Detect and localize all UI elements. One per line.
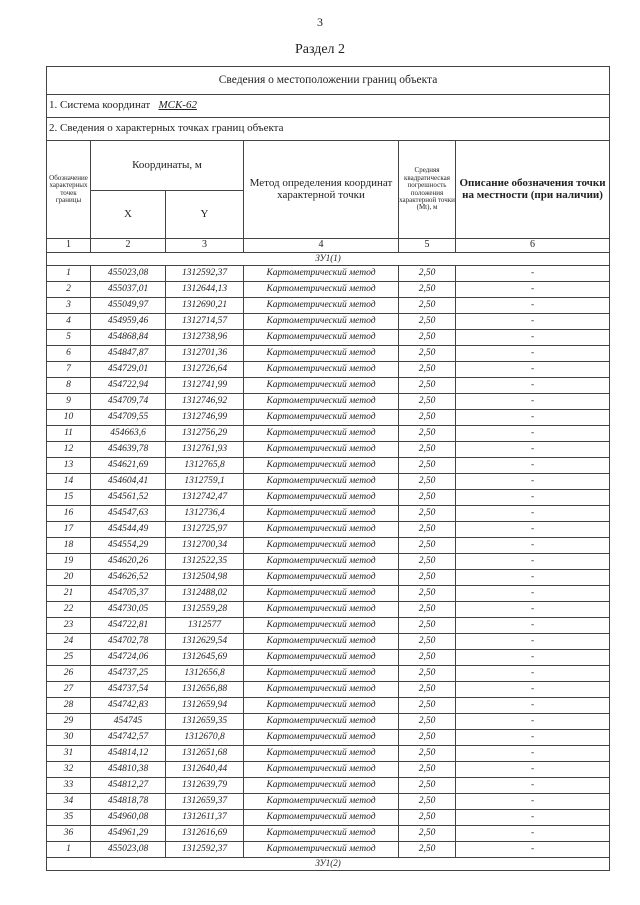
y-coordinate: 1312714,57 — [166, 314, 244, 330]
zone-label: ЗУ1(1) — [47, 253, 610, 266]
x-coordinate: 454814,12 — [91, 746, 166, 762]
method-cell: Картометрический метод — [244, 762, 399, 778]
x-coordinate: 454705,37 — [91, 586, 166, 602]
x-coordinate: 454737,54 — [91, 682, 166, 698]
method-cell: Картометрический метод — [244, 426, 399, 442]
x-coordinate: 454961,29 — [91, 826, 166, 842]
point-number: 16 — [47, 506, 91, 522]
description-cell: - — [456, 730, 610, 746]
table-row — [47, 298, 610, 314]
point-number: 36 — [47, 826, 91, 842]
description-cell: - — [456, 842, 610, 858]
description-cell: - — [456, 714, 610, 730]
method-cell: Картометрический метод — [244, 650, 399, 666]
method-cell: Картометрический метод — [244, 458, 399, 474]
y-coordinate: 1312759,1 — [166, 474, 244, 490]
x-coordinate: 454547,63 — [91, 506, 166, 522]
description-cell: - — [456, 442, 610, 458]
point-number: 11 — [47, 426, 91, 442]
point-number: 26 — [47, 666, 91, 682]
description-cell: - — [456, 426, 610, 442]
y-coordinate: 1312559,28 — [166, 602, 244, 618]
method-cell: Картометрический метод — [244, 362, 399, 378]
table-row — [47, 730, 610, 746]
y-coordinate: 1312690,21 — [166, 298, 244, 314]
point-number: 1 — [47, 266, 91, 282]
y-coordinate: 1312742,47 — [166, 490, 244, 506]
x-coordinate: 454722,94 — [91, 378, 166, 394]
accuracy-value: 2,50 — [399, 730, 456, 746]
accuracy-value: 2,50 — [399, 778, 456, 794]
point-number: 8 — [47, 378, 91, 394]
y-coordinate: 1312741,99 — [166, 378, 244, 394]
method-cell: Картометрический метод — [244, 314, 399, 330]
method-cell: Картометрический метод — [244, 266, 399, 282]
y-coordinate: 1312592,37 — [166, 266, 244, 282]
accuracy-value: 2,50 — [399, 650, 456, 666]
y-coordinate: 1312639,79 — [166, 778, 244, 794]
accuracy-value: 2,50 — [399, 570, 456, 586]
table-row — [47, 314, 610, 330]
description-cell: - — [456, 330, 610, 346]
x-coordinate: 454639,78 — [91, 442, 166, 458]
table-title: Сведения о местоположении границ объекта — [47, 67, 610, 95]
table-row — [47, 714, 610, 730]
table-row — [47, 810, 610, 826]
description-cell: - — [456, 570, 610, 586]
x-coordinate: 454709,55 — [91, 410, 166, 426]
table-row — [47, 842, 610, 858]
point-number: 2 — [47, 282, 91, 298]
coord-system-cell — [47, 95, 610, 118]
x-coordinate: 454729,01 — [91, 362, 166, 378]
method-cell: Картометрический метод — [244, 810, 399, 826]
zone-row — [47, 253, 610, 266]
point-number: 22 — [47, 602, 91, 618]
accuracy-value: 2,50 — [399, 346, 456, 362]
x-coordinate: 454812,27 — [91, 778, 166, 794]
accuracy-value: 2,50 — [399, 538, 456, 554]
point-number: 34 — [47, 794, 91, 810]
x-coordinate: 455023,08 — [91, 842, 166, 858]
column-number: 1 — [47, 239, 91, 253]
table-row — [47, 458, 610, 474]
page-number: 3 — [317, 15, 323, 29]
accuracy-value: 2,50 — [399, 522, 456, 538]
accuracy-value: 2,50 — [399, 810, 456, 826]
description-cell: - — [456, 362, 610, 378]
y-coordinate: 1312725,97 — [166, 522, 244, 538]
boundary-points-table — [46, 66, 610, 871]
accuracy-value: 2,50 — [399, 586, 456, 602]
x-coordinate: 454722,81 — [91, 618, 166, 634]
accuracy-value: 2,50 — [399, 634, 456, 650]
point-number: 35 — [47, 810, 91, 826]
accuracy-value: 2,50 — [399, 314, 456, 330]
y-coordinate: 1312644,13 — [166, 282, 244, 298]
table-row — [47, 442, 610, 458]
table-row — [47, 474, 610, 490]
point-number: 18 — [47, 538, 91, 554]
description-cell: - — [456, 762, 610, 778]
y-coordinate: 1312645,69 — [166, 650, 244, 666]
method-cell: Картометрический метод — [244, 586, 399, 602]
table-row — [47, 362, 610, 378]
table-row — [47, 266, 610, 282]
method-cell: Картометрический метод — [244, 330, 399, 346]
table-row — [47, 602, 610, 618]
table-row — [47, 826, 610, 842]
description-cell: - — [456, 634, 610, 650]
header-coordinates: Координаты, м — [91, 141, 244, 191]
y-coordinate: 1312577 — [166, 618, 244, 634]
point-number: 17 — [47, 522, 91, 538]
description-cell: - — [456, 522, 610, 538]
y-coordinate: 1312659,94 — [166, 698, 244, 714]
accuracy-value: 2,50 — [399, 490, 456, 506]
method-cell: Картометрический метод — [244, 746, 399, 762]
y-coordinate: 1312761,93 — [166, 442, 244, 458]
accuracy-value: 2,50 — [399, 714, 456, 730]
accuracy-value: 2,50 — [399, 666, 456, 682]
method-cell: Картометрический метод — [244, 554, 399, 570]
method-cell: Картометрический метод — [244, 538, 399, 554]
description-cell: - — [456, 506, 610, 522]
y-coordinate: 1312656,88 — [166, 682, 244, 698]
method-cell: Картометрический метод — [244, 618, 399, 634]
table-row — [47, 570, 610, 586]
table-row — [47, 746, 610, 762]
accuracy-value: 2,50 — [399, 362, 456, 378]
x-coordinate: 454742,57 — [91, 730, 166, 746]
method-cell: Картометрический метод — [244, 506, 399, 522]
method-cell: Картометрический метод — [244, 522, 399, 538]
method-cell: Картометрический метод — [244, 490, 399, 506]
point-number: 24 — [47, 634, 91, 650]
accuracy-value: 2,50 — [399, 410, 456, 426]
table-row — [47, 378, 610, 394]
x-coordinate: 454742,83 — [91, 698, 166, 714]
y-coordinate: 1312726,64 — [166, 362, 244, 378]
header-y: Y — [166, 191, 244, 239]
accuracy-value: 2,50 — [399, 330, 456, 346]
method-cell: Картометрический метод — [244, 682, 399, 698]
x-coordinate: 454730,05 — [91, 602, 166, 618]
x-coordinate: 454561,52 — [91, 490, 166, 506]
points-info-row — [47, 118, 610, 141]
y-coordinate: 1312738,96 — [166, 330, 244, 346]
accuracy-value: 2,50 — [399, 298, 456, 314]
column-number: 5 — [399, 239, 456, 253]
y-coordinate: 1312659,37 — [166, 794, 244, 810]
point-number: 15 — [47, 490, 91, 506]
x-coordinate: 454960,08 — [91, 810, 166, 826]
x-coordinate: 454868,84 — [91, 330, 166, 346]
accuracy-value: 2,50 — [399, 378, 456, 394]
table-row — [47, 426, 610, 442]
y-coordinate: 1312765,8 — [166, 458, 244, 474]
method-cell: Картометрический метод — [244, 842, 399, 858]
y-coordinate: 1312522,35 — [166, 554, 244, 570]
method-cell: Картометрический метод — [244, 282, 399, 298]
description-cell: - — [456, 618, 610, 634]
header-row-1 — [47, 141, 610, 191]
x-coordinate: 454847,87 — [91, 346, 166, 362]
description-cell: - — [456, 410, 610, 426]
description-cell: - — [456, 490, 610, 506]
method-cell: Картометрический метод — [244, 442, 399, 458]
description-cell: - — [456, 666, 610, 682]
accuracy-value: 2,50 — [399, 746, 456, 762]
table-row — [47, 282, 610, 298]
table-row — [47, 666, 610, 682]
point-number: 23 — [47, 618, 91, 634]
point-number: 21 — [47, 586, 91, 602]
y-coordinate: 1312746,92 — [166, 394, 244, 410]
accuracy-value: 2,50 — [399, 282, 456, 298]
header-accuracy: Средняя квадратическая погрешность положения характерной точки (Mt), м — [399, 141, 456, 239]
description-cell: - — [456, 586, 610, 602]
method-cell: Картометрический метод — [244, 394, 399, 410]
accuracy-value: 2,50 — [399, 266, 456, 282]
point-number: 25 — [47, 650, 91, 666]
description-cell: - — [456, 394, 610, 410]
header-point-designation: Обозначение характерных точек границы — [47, 141, 91, 239]
method-cell: Картометрический метод — [244, 378, 399, 394]
x-coordinate: 455037,01 — [91, 282, 166, 298]
header-method: Метод определения координат характерной точки — [244, 141, 399, 239]
method-cell: Картометрический метод — [244, 778, 399, 794]
accuracy-value: 2,50 — [399, 682, 456, 698]
point-number: 5 — [47, 330, 91, 346]
y-coordinate: 1312611,37 — [166, 810, 244, 826]
y-coordinate: 1312659,35 — [166, 714, 244, 730]
coord-system-label: 1. Система координат — [49, 99, 151, 112]
header-x: X — [91, 191, 166, 239]
accuracy-value: 2,50 — [399, 602, 456, 618]
description-cell: - — [456, 826, 610, 842]
header-description: Описание обозначения точки на местности (при наличии) — [456, 141, 610, 239]
table-row — [47, 522, 610, 538]
coord-system-value: МСК-62 — [158, 99, 197, 112]
y-coordinate: 1312746,99 — [166, 410, 244, 426]
x-coordinate: 454621,69 — [91, 458, 166, 474]
x-coordinate: 454810,38 — [91, 762, 166, 778]
description-cell: - — [456, 458, 610, 474]
point-number: 12 — [47, 442, 91, 458]
y-coordinate: 1312656,8 — [166, 666, 244, 682]
table-row — [47, 506, 610, 522]
accuracy-value: 2,50 — [399, 506, 456, 522]
point-number: 27 — [47, 682, 91, 698]
point-number: 13 — [47, 458, 91, 474]
accuracy-value: 2,50 — [399, 698, 456, 714]
point-number: 10 — [47, 410, 91, 426]
x-coordinate: 454818,78 — [91, 794, 166, 810]
table-row — [47, 490, 610, 506]
description-cell: - — [456, 746, 610, 762]
point-number: 31 — [47, 746, 91, 762]
method-cell: Картометрический метод — [244, 826, 399, 842]
y-coordinate: 1312700,34 — [166, 538, 244, 554]
y-coordinate: 1312616,69 — [166, 826, 244, 842]
point-number: 20 — [47, 570, 91, 586]
y-coordinate: 1312629,54 — [166, 634, 244, 650]
description-cell: - — [456, 378, 610, 394]
point-number: 28 — [47, 698, 91, 714]
column-number: 6 — [456, 239, 610, 253]
x-coordinate: 454724,06 — [91, 650, 166, 666]
x-coordinate: 454620,26 — [91, 554, 166, 570]
description-cell: - — [456, 810, 610, 826]
zone-label: ЗУ1(2) — [47, 858, 610, 871]
table-row — [47, 650, 610, 666]
method-cell: Картометрический метод — [244, 410, 399, 426]
x-coordinate: 454544,49 — [91, 522, 166, 538]
description-cell: - — [456, 266, 610, 282]
method-cell: Картометрический метод — [244, 714, 399, 730]
method-cell: Картометрический метод — [244, 634, 399, 650]
table-row — [47, 346, 610, 362]
description-cell: - — [456, 298, 610, 314]
description-cell: - — [456, 346, 610, 362]
column-numbers-row — [47, 239, 610, 253]
method-cell: Картометрический метод — [244, 602, 399, 618]
point-number: 9 — [47, 394, 91, 410]
point-number: 7 — [47, 362, 91, 378]
y-coordinate: 1312592,37 — [166, 842, 244, 858]
accuracy-value: 2,50 — [399, 842, 456, 858]
x-coordinate: 454554,29 — [91, 538, 166, 554]
x-coordinate: 454604,41 — [91, 474, 166, 490]
description-cell: - — [456, 538, 610, 554]
column-number: 4 — [244, 239, 399, 253]
y-coordinate: 1312736,4 — [166, 506, 244, 522]
method-cell: Картометрический метод — [244, 298, 399, 314]
column-number: 2 — [91, 239, 166, 253]
description-cell: - — [456, 650, 610, 666]
x-coordinate: 454745 — [91, 714, 166, 730]
y-coordinate: 1312488,02 — [166, 586, 244, 602]
accuracy-value: 2,50 — [399, 474, 456, 490]
zone-row — [47, 858, 610, 871]
point-number: 33 — [47, 778, 91, 794]
method-cell: Картометрический метод — [244, 698, 399, 714]
table-row — [47, 682, 610, 698]
x-coordinate: 455049,97 — [91, 298, 166, 314]
accuracy-value: 2,50 — [399, 458, 456, 474]
y-coordinate: 1312701,36 — [166, 346, 244, 362]
y-coordinate: 1312651,68 — [166, 746, 244, 762]
x-coordinate: 454626,52 — [91, 570, 166, 586]
table-row — [47, 618, 610, 634]
table-row — [47, 762, 610, 778]
table-row — [47, 330, 610, 346]
point-number: 30 — [47, 730, 91, 746]
x-coordinate: 454709,74 — [91, 394, 166, 410]
description-cell: - — [456, 282, 610, 298]
section-title: Раздел 2 — [294, 42, 346, 57]
point-number: 1 — [47, 842, 91, 858]
column-number: 3 — [166, 239, 244, 253]
points-info-label: 2. Сведения о характерных точках границ объекта — [47, 118, 610, 141]
point-number: 14 — [47, 474, 91, 490]
accuracy-value: 2,50 — [399, 826, 456, 842]
accuracy-value: 2,50 — [399, 794, 456, 810]
description-cell: - — [456, 602, 610, 618]
y-coordinate: 1312756,29 — [166, 426, 244, 442]
accuracy-value: 2,50 — [399, 426, 456, 442]
accuracy-value: 2,50 — [399, 394, 456, 410]
y-coordinate: 1312670,8 — [166, 730, 244, 746]
description-cell: - — [456, 314, 610, 330]
point-number: 19 — [47, 554, 91, 570]
table-row — [47, 586, 610, 602]
table-row — [47, 554, 610, 570]
method-cell: Картометрический метод — [244, 794, 399, 810]
table-row — [47, 394, 610, 410]
x-coordinate: 455023,08 — [91, 266, 166, 282]
table-row — [47, 634, 610, 650]
table-title-row — [47, 67, 610, 95]
point-number: 32 — [47, 762, 91, 778]
description-cell: - — [456, 474, 610, 490]
table-row — [47, 538, 610, 554]
table-row — [47, 778, 610, 794]
method-cell: Картометрический метод — [244, 474, 399, 490]
accuracy-value: 2,50 — [399, 442, 456, 458]
method-cell: Картометрический метод — [244, 346, 399, 362]
table-row — [47, 698, 610, 714]
method-cell: Картометрический метод — [244, 570, 399, 586]
x-coordinate: 454663,6 — [91, 426, 166, 442]
description-cell: - — [456, 698, 610, 714]
y-coordinate: 1312504,98 — [166, 570, 244, 586]
point-number: 4 — [47, 314, 91, 330]
description-cell: - — [456, 778, 610, 794]
coord-system-row — [47, 95, 610, 118]
point-number: 29 — [47, 714, 91, 730]
x-coordinate: 454737,25 — [91, 666, 166, 682]
accuracy-value: 2,50 — [399, 762, 456, 778]
x-coordinate: 454702,78 — [91, 634, 166, 650]
x-coordinate: 454959,46 — [91, 314, 166, 330]
point-number: 6 — [47, 346, 91, 362]
method-cell: Картометрический метод — [244, 730, 399, 746]
table-row — [47, 794, 610, 810]
point-number: 3 — [47, 298, 91, 314]
accuracy-value: 2,50 — [399, 618, 456, 634]
description-cell: - — [456, 794, 610, 810]
description-cell: - — [456, 554, 610, 570]
method-cell: Картометрический метод — [244, 666, 399, 682]
y-coordinate: 1312640,44 — [166, 762, 244, 778]
description-cell: - — [456, 682, 610, 698]
table-row — [47, 410, 610, 426]
accuracy-value: 2,50 — [399, 554, 456, 570]
